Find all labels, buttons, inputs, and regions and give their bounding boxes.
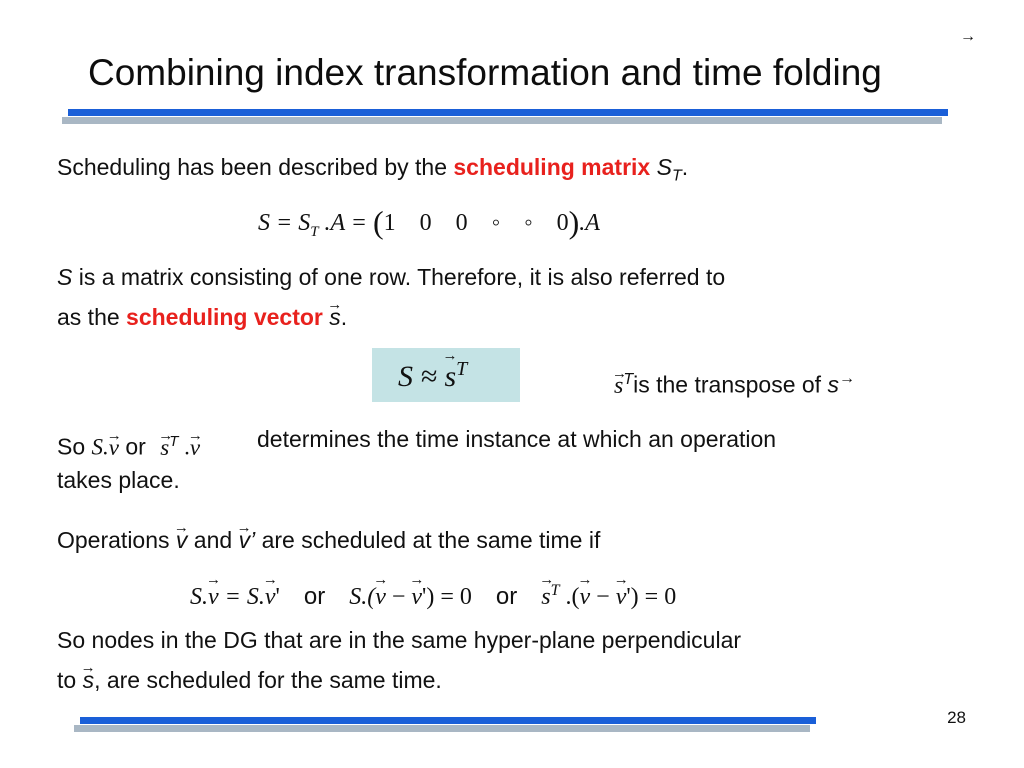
title-rule-shadow — [62, 117, 942, 124]
eq2-sup-T: T — [550, 582, 560, 599]
p1-prefix: Scheduling has been described by the — [57, 154, 454, 180]
paragraph-scheduling-vector-line2 — [57, 303, 347, 331]
eq1-mid: .A = — [318, 210, 373, 236]
paragraph-scheduling-matrix — [57, 153, 688, 191]
eq2-prime: ' — [275, 584, 280, 610]
eq2-eq: = S. — [218, 584, 265, 610]
boxed-equation — [372, 348, 520, 402]
p3-or: or — [119, 433, 153, 460]
eq1-rhs: .A — [579, 210, 600, 236]
p3-dot: . — [178, 434, 190, 460]
subscript-T: T — [671, 167, 682, 185]
boxed-sup-T: T — [456, 358, 468, 380]
boxed-vector-s: → s — [444, 360, 456, 394]
p2-prefix: as the — [57, 304, 127, 330]
paragraph-time-instance — [57, 428, 200, 462]
p3-vector-v2: → v — [190, 434, 200, 462]
eq2-v3: → v — [375, 584, 386, 611]
p3-sdot: S. — [91, 434, 109, 460]
equation-schedule-matrix — [258, 204, 600, 241]
eq2-s2: S.( — [349, 584, 376, 610]
eq1-lhs: S = S — [258, 210, 311, 236]
eq1-sub: T — [310, 223, 319, 240]
page-number: 28 — [947, 708, 966, 727]
p4-and: and — [187, 527, 239, 553]
p3-sup-T: T — [169, 433, 179, 450]
p2-suffix: . — [340, 304, 348, 330]
eq1-rparen: ) — [568, 204, 580, 240]
eq1-lparen: ( — [372, 204, 384, 240]
paragraph-hyperplane-line2 — [57, 666, 442, 694]
transpose-note — [614, 366, 855, 403]
p3-so: So — [57, 433, 92, 460]
eq2-v5: → v — [580, 584, 591, 611]
note-arrow-icon: → — [838, 369, 855, 387]
term-scheduling-vector: scheduling vector — [126, 304, 323, 330]
p4-vector-v: → v — [176, 526, 188, 554]
symbol-S: S — [656, 154, 672, 180]
note-sup-T: T — [623, 371, 634, 388]
eq2-v4: → v — [411, 584, 422, 611]
paragraph-time-instance-line2: takes place. — [57, 467, 180, 493]
eq2-vector-s: → s — [541, 584, 550, 611]
note-vector-s: → s — [614, 372, 623, 400]
eq2-minus1: − — [385, 584, 412, 610]
paragraph-scheduling-vector — [57, 263, 725, 291]
slide-title: Combining index transformation and time folding — [88, 52, 882, 93]
note-symbol-s: s — [827, 371, 839, 398]
p3-vector-v: → v — [109, 434, 119, 462]
p3-vector-s: → s — [160, 434, 169, 462]
eq2-or1: or — [303, 583, 326, 610]
eq2-v2: → v — [265, 584, 276, 611]
next-slide-arrow-icon[interactable]: → — [960, 28, 976, 45]
term-scheduling-matrix: scheduling matrix — [453, 154, 651, 180]
vector-s: → s — [329, 303, 341, 331]
p5-vector-s: → s — [83, 666, 95, 694]
p2-line1: is a matrix consisting of one row. Therefore, it is also referred to — [72, 264, 726, 290]
eq2-minus2: − — [590, 584, 616, 610]
title-rule — [68, 109, 948, 116]
p4-vector-v-prime: → v’ — [239, 526, 256, 554]
eq2-or2: or — [495, 583, 518, 610]
eq2-v6: → v — [616, 584, 627, 611]
p5-suffix: , are scheduled for the same time. — [94, 667, 442, 693]
note-text: is the transpose of — [633, 371, 828, 398]
eq1-row: 1 0 0 ◦ ◦ 0 — [383, 210, 569, 236]
paragraph-operations — [57, 526, 600, 554]
eq2-part3: .( — [559, 584, 580, 610]
p4-suffix: are scheduled at the same time if — [255, 527, 601, 553]
boxed-lhs: S ≈ — [398, 360, 445, 393]
eq2-close2: ') = 0 — [626, 584, 677, 610]
p5-prefix: to — [57, 667, 83, 693]
paragraph-hyperplane: So nodes in the DG that are in the same hyper-plane perpendicular — [57, 627, 742, 653]
footer-rule — [80, 717, 816, 724]
equation-same-time — [190, 582, 676, 611]
eq2-close1: ') = 0 — [422, 584, 472, 610]
p4-prefix: Operations — [57, 527, 176, 553]
footer-rule-shadow — [74, 725, 810, 732]
eq2-s1: S. — [190, 584, 208, 610]
eq2-v1: → v — [208, 584, 219, 611]
p1-suffix: . — [681, 154, 689, 180]
paragraph-time-instance-rest: determines the time instance at which an operation — [257, 426, 777, 452]
p2-symbol: S — [57, 264, 73, 290]
